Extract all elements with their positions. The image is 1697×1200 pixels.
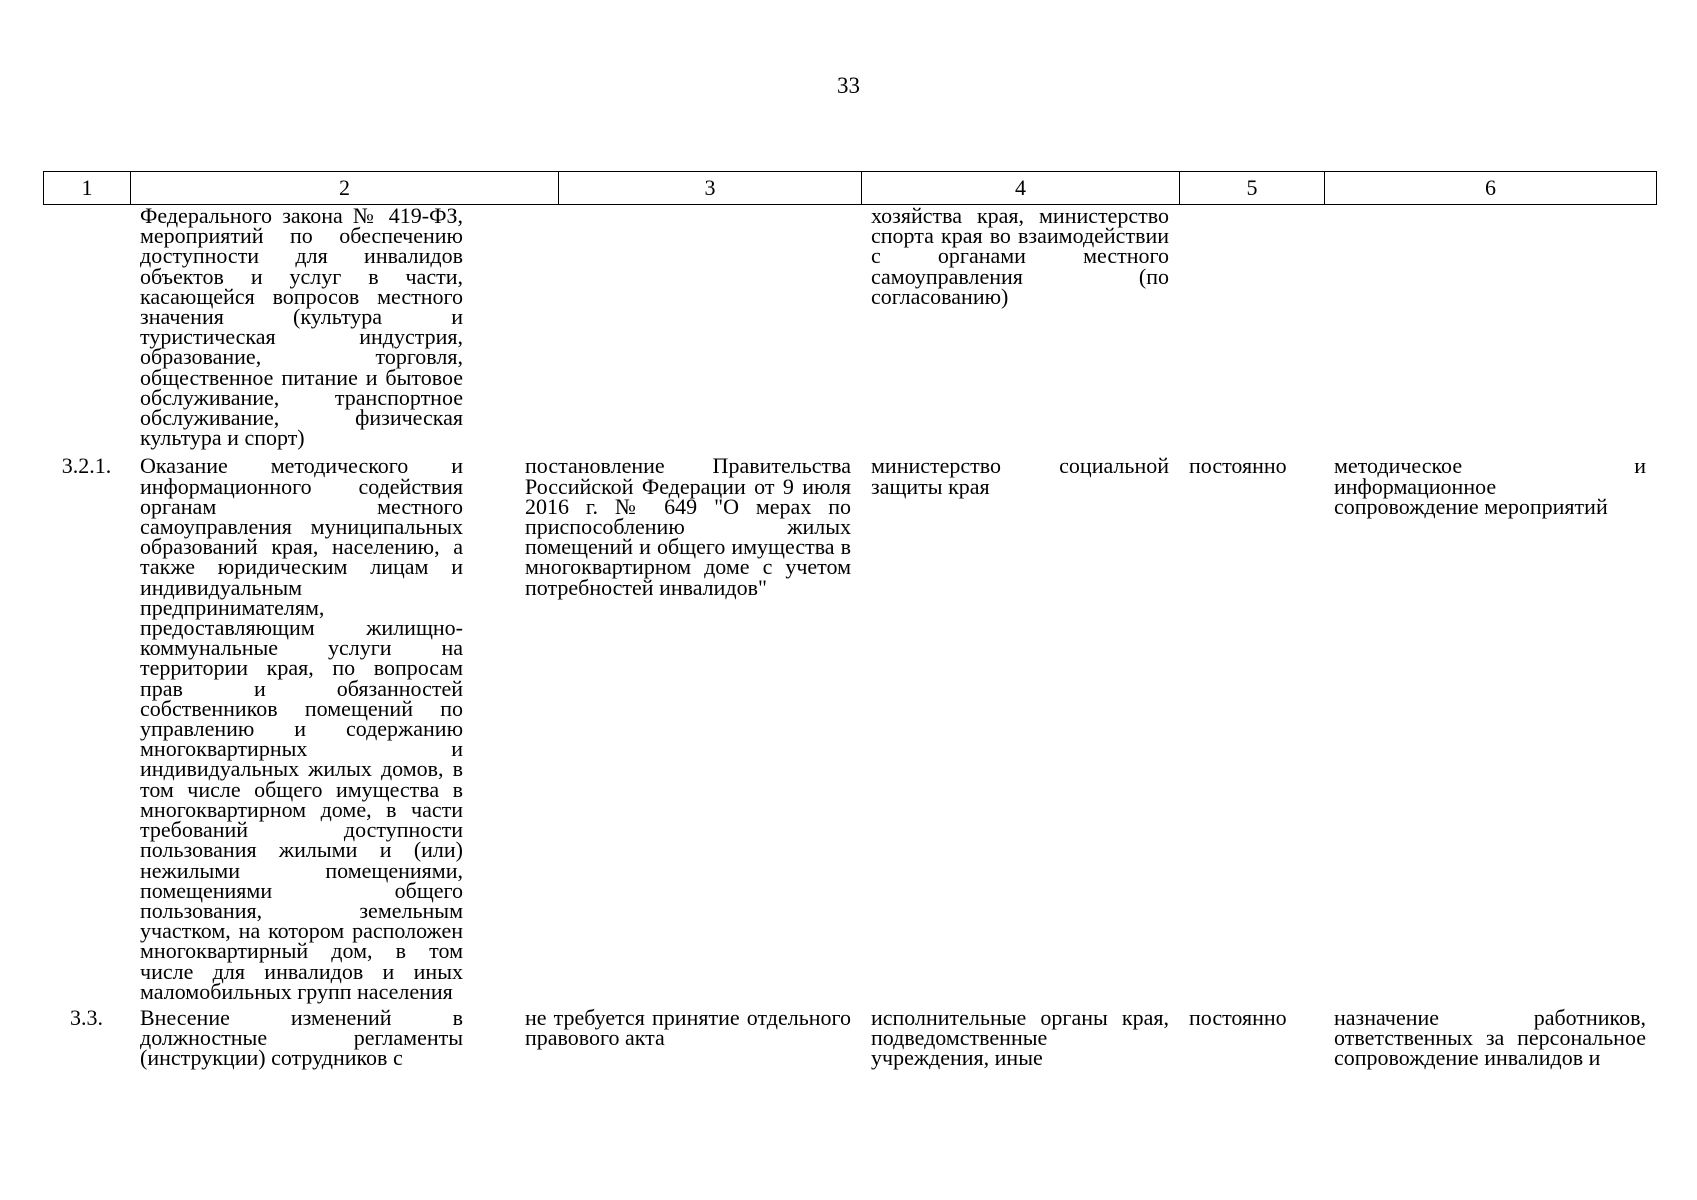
page-number: 33 — [837, 73, 860, 98]
header-row — [44, 172, 1657, 205]
header-col-1: 1 — [44, 172, 131, 205]
table-header — [43, 171, 1657, 205]
header-col-6: 6 — [1325, 172, 1657, 205]
header-col-3: 3 — [559, 172, 862, 205]
term-cell: постоянно — [1189, 453, 1287, 479]
measure-cell: Внесение изменений в должностные регламенты (инструкции) сотрудников с — [140, 1004, 463, 1071]
header-col-5: 5 — [1180, 172, 1325, 205]
header-col-4: 4 — [862, 172, 1180, 205]
table-row — [43, 206, 1656, 456]
row-number: 3.3. — [70, 1004, 103, 1030]
row-number — [43, 206, 130, 456]
result-cell: методическое и информационное сопровождение мероприятий — [1334, 453, 1646, 519]
measure-cell: Федерального закона № 419-ФЗ, мероприятий по обеспечению доступности для инвалидов объектов и услуг в части, касающейся вопросов местного значения (культура и туристическая индустрия, образование, торговля, общественное питание и бытовое обслуживание, транспортное обслуживание, физическая культура и спорт) — [140, 203, 463, 451]
term-cell — [1179, 206, 1324, 456]
table-row — [43, 1008, 1656, 1069]
measure-cell: Оказание методического и информационного содействия органам местного самоуправления муниципальных образований края, населению, а также юридическим лицам и индивидуальным предпринимателям, предоставляющим жилищно-коммунальные услуги на территории края, по вопросам прав и обязанностей собственников помещений по управлению и содержанию многоквартирных и индивидуальных жилых домов, в том числе общего имущества в многоквартирном доме, в части требований доступности пользования жилыми и (или) нежилыми помещениями, помещениями общего пользования, земельным участком, на котором расположен многоквартирный дом, в том числе для инвалидов и иных маломобильных групп населения — [140, 453, 463, 1004]
result-cell: назначение работников, ответственных за персональное сопровождение инвалидов и — [1334, 1004, 1646, 1071]
row-number: 3.2.1. — [61, 453, 112, 479]
executors-cell: исполнительные органы края, подведомственные учреждения, иные — [871, 1004, 1169, 1071]
table-row — [43, 456, 1656, 1007]
result-cell — [1324, 206, 1656, 456]
executors-cell: хозяйства края, министерство спорта края во взаимодействии с органами местного самоуправления (по согласованию) — [871, 203, 1169, 309]
executors-cell: министерство социальной защиты края — [871, 453, 1169, 499]
legal-act-cell — [473, 206, 861, 456]
legal-act-cell: не требуется принятие отдельного правового акта — [525, 1004, 851, 1051]
table-body — [43, 203, 1656, 1071]
header-col-2: 2 — [131, 172, 559, 205]
term-cell: постоянно — [1189, 1004, 1287, 1030]
legal-act-cell: постановление Правительства Российской Федерации от 9 июля 2016 г. № 649 "О мерах по приспособлению жилых помещений и общего имущества в многоквартирном доме с учетом потребностей инвалидов" — [525, 453, 851, 600]
